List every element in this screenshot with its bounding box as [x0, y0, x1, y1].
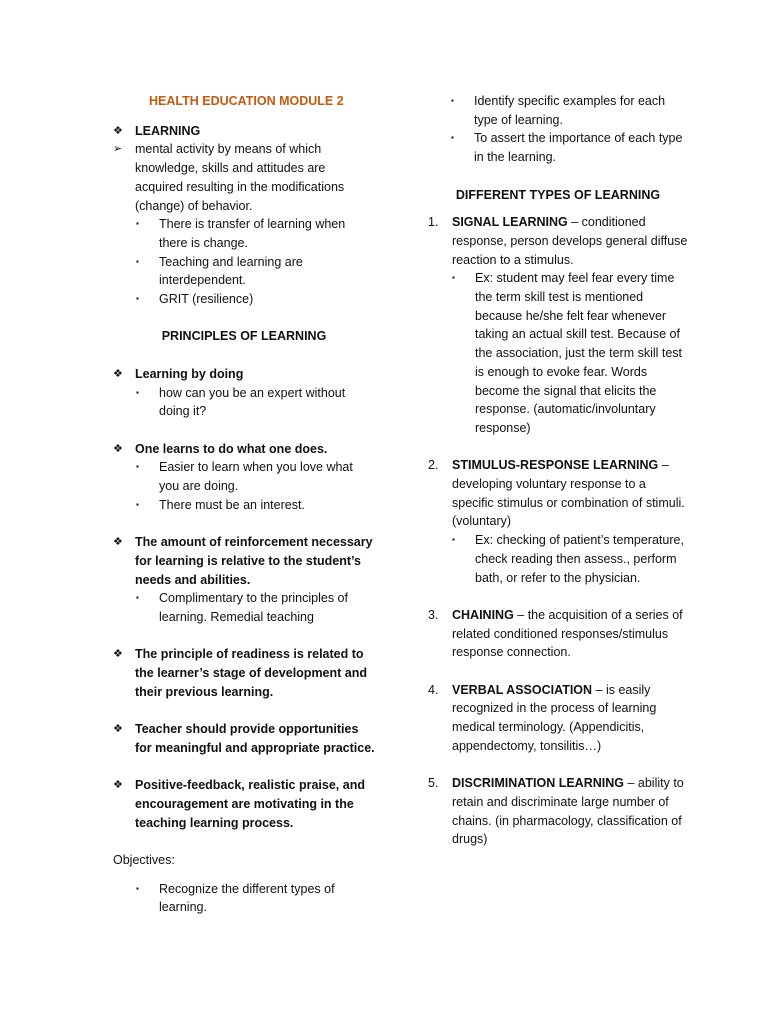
square-bullet-icon: ▪ [136, 219, 139, 229]
learning-heading: LEARNING [135, 123, 201, 138]
learning-points-list [113, 215, 375, 309]
square-bullet-icon: ▪ [136, 294, 139, 304]
principle-item [113, 645, 375, 701]
sub-bullet-text: Ex: checking of patient’s temperature, check reading then assess., perform bath, or refer to the physician. [475, 533, 684, 585]
square-bullet-icon: ▪ [136, 462, 139, 472]
principles-heading: PRINCIPLES OF LEARNING [161, 329, 327, 344]
learning-type-item [428, 606, 688, 662]
diamond-bullet-icon: ❖ [113, 779, 123, 792]
learning-type-body [452, 774, 688, 849]
learning-type-item [428, 774, 688, 849]
learning-definition: mental activity by means of which knowledge, skills and attitudes are acquired resulting in the modifications (change) of behavior. [135, 142, 345, 213]
learning-type-body [452, 213, 688, 269]
sub-bullet-item [113, 496, 375, 515]
principle-text: The principle of readiness is related to the learner’s stage of development and their previous learning. [135, 647, 368, 699]
item-number: 3. [428, 607, 439, 622]
sub-bullet-text: Complimentary to the principles of learning. Remedial teaching [159, 591, 348, 624]
sub-bullet-item [113, 589, 375, 626]
square-bullet-icon: ▪ [136, 883, 139, 893]
square-bullet-icon: ▪ [136, 499, 139, 509]
sub-bullet-text: There is transfer of learning when there is change. [159, 217, 346, 250]
principle-item [113, 720, 375, 757]
spacer [113, 627, 375, 646]
learning-type-body [452, 681, 688, 756]
right-column [428, 92, 688, 849]
square-bullet-icon: ▪ [136, 387, 139, 397]
spacer [113, 701, 375, 720]
sub-bullet-item [113, 458, 375, 495]
sub-bullet-item [428, 129, 688, 166]
learning-type-description: – the acquisition of a series of related conditioned responses/stimulus response connection. [452, 607, 683, 660]
spacer [428, 587, 688, 606]
diamond-bullet-icon: ❖ [113, 723, 123, 736]
sub-bullet-text: To assert the importance of each type in the learning. [474, 131, 683, 165]
spacer [113, 421, 375, 440]
sub-bullet-text: GRIT (resilience) [159, 292, 254, 307]
learning-type-description: – conditioned response, person develops general diffuse reaction to a stimulus. [452, 215, 688, 267]
item-number: 5. [428, 776, 439, 791]
spacer [113, 514, 375, 533]
spacer [113, 758, 375, 777]
principle-item [113, 440, 375, 459]
learning-type-description: – is easily recognized in the process of learning medical terminology. (Appendicitis, appendectomy, tonsilitis…) [452, 682, 657, 753]
principle-text: Learning by doing [135, 366, 244, 381]
learning-type-body [452, 606, 688, 662]
diamond-bullet-icon: ❖ [113, 648, 123, 661]
diamond-bullet-icon: ❖ [113, 367, 123, 380]
objectives-label: Objectives: [113, 853, 175, 867]
sub-bullet-text: Recognize the different types of learning. [159, 881, 335, 915]
objectives-right-list [428, 92, 688, 167]
square-bullet-icon: ▪ [136, 256, 139, 266]
sub-bullet-item [113, 215, 375, 252]
spacer [113, 832, 375, 851]
spacer [428, 662, 688, 681]
principle-item [113, 533, 375, 589]
item-number: 1. [428, 215, 439, 230]
objectives-left-list [113, 880, 375, 917]
sub-bullet-text: There must be an interest. [159, 497, 305, 512]
principle-item [113, 776, 375, 832]
learning-type-description: – ability to retain and discriminate large number of chains. (in pharmacology, classification of drugs) [452, 776, 684, 847]
left-column [113, 92, 375, 917]
learning-type-name: DISCRIMINATION LEARNING [452, 776, 624, 791]
sub-bullet-text: Ex: student may feel fear every time the term skill test is mentioned because he/she felt fear whenever taking an actual skill test. Because of the association, just the term skill test is enough to evoke fear. Words become the signal that elicits the response. (automatic/involuntary response) [475, 271, 683, 435]
learning-type-item [428, 681, 688, 756]
item-number: 2. [428, 458, 439, 473]
principle-item [113, 365, 375, 384]
square-bullet-icon: ▪ [452, 273, 455, 283]
item-number: 4. [428, 682, 439, 697]
square-bullet-icon: ▪ [451, 96, 454, 105]
sub-bullet-text: Easier to learn when you love what you are doing. [159, 460, 353, 494]
sub-bullet-item [113, 253, 375, 290]
learning-heading-row [113, 122, 375, 141]
learning-type-name: SIGNAL LEARNING [452, 215, 568, 230]
sub-bullet-text: Identify specific examples for each type of learning. [474, 94, 666, 127]
learning-types-list [428, 213, 688, 849]
types-heading: DIFFERENT TYPES OF LEARNING [455, 187, 661, 202]
sub-bullet-item [113, 290, 375, 309]
sub-bullet-item [428, 92, 688, 129]
learning-type-name: STIMULUS-RESPONSE LEARNING [452, 458, 659, 473]
sub-bullet-item [428, 531, 688, 587]
diamond-bullet-icon: ❖ [113, 536, 123, 549]
learning-type-name: VERBAL ASSOCIATION [452, 682, 593, 697]
document-title: HEALTH EDUCATION MODULE 2 [149, 94, 344, 108]
sub-bullet-item [113, 384, 375, 421]
learning-definition-row [113, 140, 375, 215]
principle-text: One learns to do what one does. [135, 441, 328, 456]
learning-type-item [428, 213, 688, 269]
learning-type-item [428, 456, 688, 531]
principles-list [113, 365, 375, 851]
diamond-bullet-icon: ❖ [113, 124, 123, 137]
learning-type-body [452, 456, 688, 531]
sub-bullet-text: Teaching and learning are interdependent. [159, 254, 303, 288]
spacer [428, 438, 688, 457]
learning-type-name: CHAINING [452, 607, 514, 622]
square-bullet-icon: ▪ [452, 535, 455, 545]
principle-text: Positive-feedback, realistic praise, and encouragement are motivating in the teaching learning process. [135, 778, 365, 830]
sub-bullet-item [428, 269, 688, 437]
sub-bullet-text: how can you be an expert without doing it? [159, 385, 346, 419]
square-bullet-icon: ▪ [136, 593, 139, 603]
diamond-bullet-icon: ❖ [113, 442, 123, 455]
learning-type-description: – developing voluntary response to a specific stimulus or combination of stimuli. (voluntary) [452, 458, 685, 529]
principle-text: The amount of reinforcement necessary for learning is relative to the student’s needs and abilities. [135, 535, 373, 587]
sub-bullet-item [113, 880, 375, 917]
arrow-bullet-icon: ➢ [113, 143, 123, 156]
spacer [428, 756, 688, 775]
square-bullet-icon: ▪ [451, 133, 454, 143]
principle-text: Teacher should provide opportunities for meaningful and appropriate practice. [135, 722, 375, 755]
